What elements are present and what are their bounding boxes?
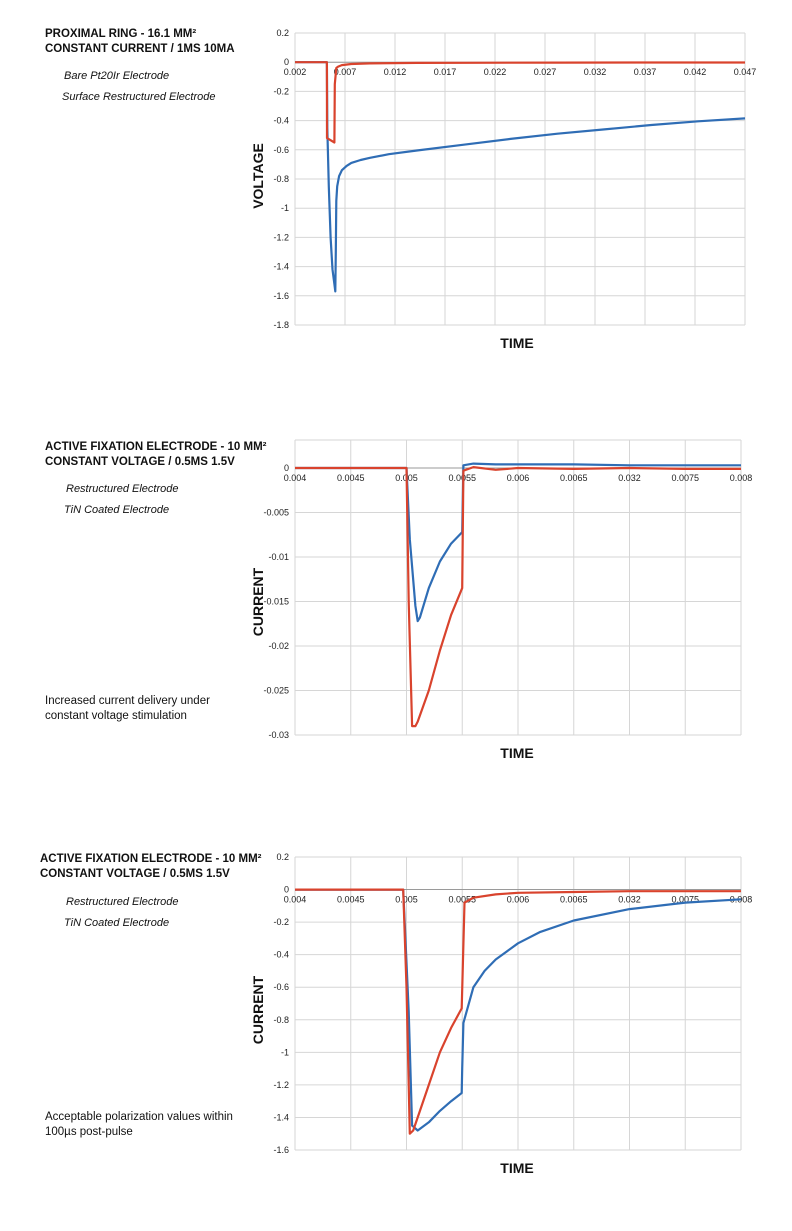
y-tick-label: -0.025 <box>263 685 289 696</box>
chart-1-title-line: PROXIMAL RING - 16.1 MM² <box>45 28 197 40</box>
chart-2-title-line: ACTIVE FIXATION ELECTRODE - 10 MM² <box>45 441 267 453</box>
x-tick-label: 0.006 <box>506 894 530 905</box>
x-tick-label: 0.0075 <box>671 894 700 905</box>
x-tick-label: 0.032 <box>583 67 607 78</box>
x-tick-label: 0.012 <box>383 67 407 78</box>
y-tick-label: -1 <box>280 203 289 214</box>
x-tick-label: 0.0075 <box>671 473 700 483</box>
x-tick-label: 0.007 <box>333 67 357 78</box>
x-tick-label: 0.032 <box>618 473 641 483</box>
chart-3-title-line: ACTIVE FIXATION ELECTRODE - 10 MM² <box>40 853 262 865</box>
x-tick-label: 0.008 <box>729 894 753 905</box>
chart-1-subtitle-line: CONSTANT CURRENT / 1MS 10MA <box>45 43 235 55</box>
y-tick-label: -0.03 <box>268 730 289 740</box>
y-tick-label: -1.4 <box>273 1112 289 1123</box>
x-tick-label: 0.037 <box>633 67 657 78</box>
chart-2-note: Increased current delivery under constant voltage stimulation <box>45 695 210 722</box>
y-tick-label: 0 <box>283 463 289 473</box>
x-tick-label: 0.017 <box>433 67 457 78</box>
y-tick-label: -0.6 <box>273 982 289 993</box>
x-tick-label: 0.002 <box>283 67 307 78</box>
x-tick-label: 0.005 <box>395 473 418 483</box>
x-tick-label: 0.0065 <box>559 894 588 905</box>
y-tick-label: 0 <box>283 884 289 895</box>
x-axis-title: TIME <box>500 335 534 351</box>
y-tick-label: -0.4 <box>273 115 289 126</box>
y-tick-label: -0.8 <box>273 174 289 184</box>
chart-3-subtitle-line: CONSTANT VOLTAGE / 0.5MS 1.5V <box>40 868 230 880</box>
x-tick-label: 0.047 <box>733 67 757 78</box>
y-tick-label: -0.02 <box>268 641 289 651</box>
y-axis-title: VOLTAGE <box>250 143 266 209</box>
y-tick-label: 0.2 <box>276 852 289 862</box>
x-tick-label: 0.0055 <box>448 894 477 905</box>
y-axis-title: CURRENT <box>250 975 266 1045</box>
y-tick-label: -0.2 <box>273 86 289 97</box>
y-tick-label: -1.2 <box>273 1079 289 1090</box>
y-tick-label: -0.2 <box>273 917 289 928</box>
y-tick-label: -0.8 <box>273 1014 289 1025</box>
y-tick-label: 0.2 <box>276 28 289 38</box>
y-tick-label: -0.6 <box>273 144 289 155</box>
x-axis-title: TIME <box>500 1160 534 1176</box>
x-tick-label: 0.022 <box>483 67 507 78</box>
y-tick-label: -1.4 <box>273 261 289 272</box>
x-tick-label: 0.0045 <box>336 894 365 905</box>
y-tick-label: 0 <box>283 57 289 68</box>
chart-3-legend-restructured: Restructured Electrode <box>66 896 179 908</box>
x-tick-label: 0.0045 <box>336 473 365 483</box>
chart-3-legend-tin: TiN Coated Electrode <box>64 917 170 929</box>
x-tick-label: 0.004 <box>283 473 307 483</box>
chart-1-legend-bare: Bare Pt20Ir Electrode <box>64 70 170 82</box>
chart-2-legend-tin: TiN Coated Electrode <box>64 504 170 516</box>
x-tick-label: 0.0065 <box>559 473 588 483</box>
y-tick-label: -0.005 <box>263 507 289 518</box>
x-tick-label: 0.004 <box>283 894 307 905</box>
y-tick-label: -0.4 <box>273 949 289 960</box>
chart-2-subtitle-line: CONSTANT VOLTAGE / 0.5MS 1.5V <box>45 456 235 468</box>
chart-1-legend-restructured: Surface Restructured Electrode <box>62 91 216 103</box>
y-tick-label: -0.015 <box>263 596 289 607</box>
y-tick-label: -1.2 <box>273 232 289 243</box>
y-axis-title: CURRENT <box>250 567 266 637</box>
x-tick-label: 0.027 <box>533 67 557 78</box>
x-tick-label: 0.032 <box>618 894 641 905</box>
chart-2-legend-restructured: Restructured Electrode <box>66 483 179 495</box>
y-tick-label: -1.6 <box>273 1145 289 1155</box>
x-tick-label: 0.042 <box>683 67 707 78</box>
x-tick-label: 0.0055 <box>448 473 477 483</box>
y-tick-label: -1.8 <box>273 320 289 330</box>
x-tick-label: 0.006 <box>506 473 530 483</box>
x-tick-label: 0.008 <box>729 473 753 483</box>
x-tick-label: 0.005 <box>395 894 418 905</box>
chart-3-note: Acceptable polarization values within 100µs post-pulse <box>45 1111 233 1138</box>
y-tick-label: -1.6 <box>273 290 289 301</box>
y-tick-label: -0.01 <box>268 552 289 562</box>
y-tick-label: -1 <box>280 1047 289 1058</box>
x-axis-title: TIME <box>500 745 534 761</box>
